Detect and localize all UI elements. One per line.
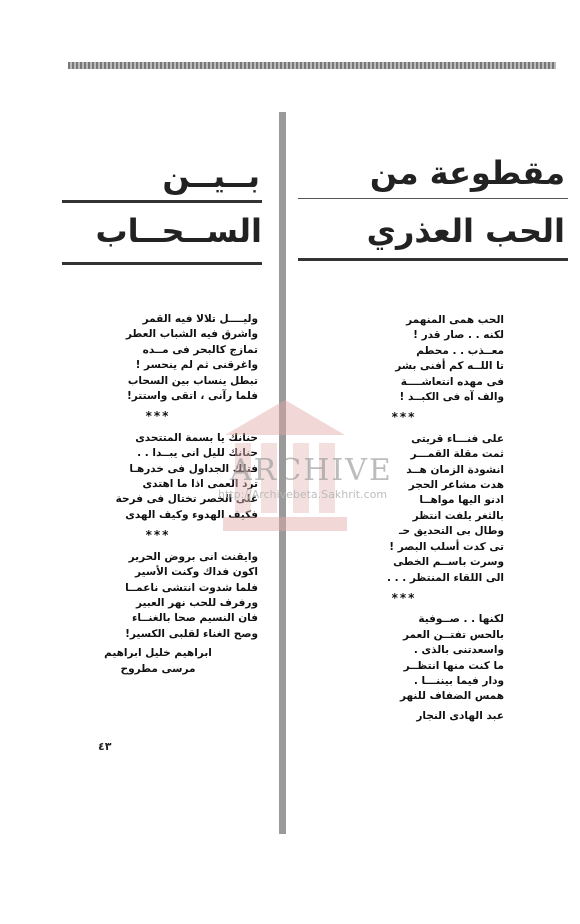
right-poem-line: لكنه . . صار قدر ! bbox=[413, 329, 504, 342]
page-number: ٤٣ bbox=[98, 740, 112, 753]
left-poem-line: فتلك الجداول فى خدرهـا bbox=[129, 462, 258, 475]
right-poem-line: وسرت باســم الخطى bbox=[393, 556, 504, 569]
left-poem-line: واغرقنى ثم لم ينحسر ! bbox=[135, 359, 258, 372]
right-title-underline bbox=[298, 258, 568, 261]
right-poem-line: الحب همى المنهمر bbox=[406, 314, 504, 326]
stanza-separator: *** bbox=[145, 409, 171, 424]
left-poem-line: واشرق فيه الشباب العطر bbox=[125, 328, 258, 341]
left-poem-line: حنانك لليل انى يبــدا . . bbox=[137, 447, 258, 460]
left-title-underline bbox=[62, 262, 262, 265]
right-title-rule bbox=[298, 198, 568, 199]
left-poem-line: فان النسيم صحا بالغنــاء bbox=[132, 612, 258, 625]
top-border-rule bbox=[68, 62, 556, 69]
right-poem-line: بالحس تفتــن العمر bbox=[402, 628, 504, 641]
stanza-separator: *** bbox=[391, 590, 417, 605]
right-poem-line: وطال بى التحديق حـ bbox=[398, 525, 504, 538]
right-poem-line: همس الضفاف للنهر bbox=[399, 690, 504, 703]
left-poem-line: ورفرف للحب نهر العبير bbox=[135, 596, 258, 609]
left-poem-line: فلما رآنى ، اتقى واستتر! bbox=[126, 390, 258, 403]
right-title-line1: مقطوعة من bbox=[369, 154, 565, 192]
watermark-url: http://Archivebeta.Sakhrit.com bbox=[218, 488, 388, 501]
right-poem-line: الى اللقاء المنتظر . . . bbox=[386, 571, 504, 584]
right-poem-line: تى كدت أسلب البصر ! bbox=[389, 540, 504, 553]
left-title-rule bbox=[62, 200, 262, 203]
left-poet-signature: ابراهيم خليل ابراهيم bbox=[104, 647, 212, 660]
left-poem-line: وصح الغناء لقلبى الكسير! bbox=[125, 627, 258, 640]
watermark-text: ARCHIVE bbox=[230, 453, 393, 488]
right-poem-line: تا اللــه كم أفنى بشر bbox=[395, 360, 504, 373]
right-poem-line: هدت مشاعر الحجر bbox=[408, 479, 504, 492]
right-poet-signature: عبد الهادى النجار bbox=[416, 709, 504, 722]
right-poem-line: ادنو اليها مواهــا bbox=[419, 494, 504, 507]
left-poem-line: ترد العمى اذا ما اهتدى bbox=[142, 478, 258, 491]
left-poem-line: حنانك يا بسمة المتتحدى bbox=[135, 431, 258, 444]
right-poem-line: ما كنت منها انتظــر bbox=[403, 659, 504, 672]
stanza-separator: *** bbox=[391, 410, 417, 425]
left-poem-line: فلما شدوت انتشى ناعمــا bbox=[125, 581, 258, 594]
right-poem-line: والف آه فى الكبــد ! bbox=[399, 391, 504, 404]
right-poem-line: معــذب . . محطم bbox=[416, 344, 504, 357]
left-poem-line: تمازج كالبحر فى مــده bbox=[142, 343, 258, 356]
left-poem-line: وايقنت انى بروض الحرير bbox=[128, 550, 258, 563]
right-poem-line: بالثغر يلفت انتظر bbox=[412, 509, 504, 522]
right-poem-line: ثمت مقلة القمـــر bbox=[410, 448, 504, 461]
right-poem-line: انشودة الزمان هــد bbox=[406, 463, 504, 476]
left-poem-line: اكون فداك وكنت الأسير bbox=[135, 566, 258, 579]
right-title-line2: الحب العذري bbox=[366, 212, 565, 250]
right-poem-line: ودار فيما بيننـــا . bbox=[413, 674, 504, 687]
left-title-line2: الســحــاب bbox=[95, 212, 262, 250]
right-poem-line: فى مهده انتعاشــــة bbox=[400, 375, 504, 388]
right-poem bbox=[304, 313, 504, 724]
left-poem-line: تبطل ينساب بين السحاب bbox=[127, 374, 258, 387]
stanza-separator: *** bbox=[145, 528, 171, 543]
left-title-line1: بــيــن bbox=[162, 157, 260, 195]
left-poem-line: وليــــل تلالا فيه القمر bbox=[142, 313, 258, 325]
right-poem-line: لكنها . . صــوفية bbox=[418, 613, 504, 626]
right-poem-line: على فنـــاء قريتى bbox=[411, 432, 504, 445]
right-poem-line: واسعدتنى بالذى . bbox=[413, 644, 504, 657]
left-poem-line: فكيف الهدوء وكيف الهدى bbox=[125, 508, 258, 521]
left-poem-line: على الخصر تختال فى فرحة bbox=[115, 493, 258, 506]
left-poet-signature: مرسى مطروح bbox=[120, 662, 196, 675]
